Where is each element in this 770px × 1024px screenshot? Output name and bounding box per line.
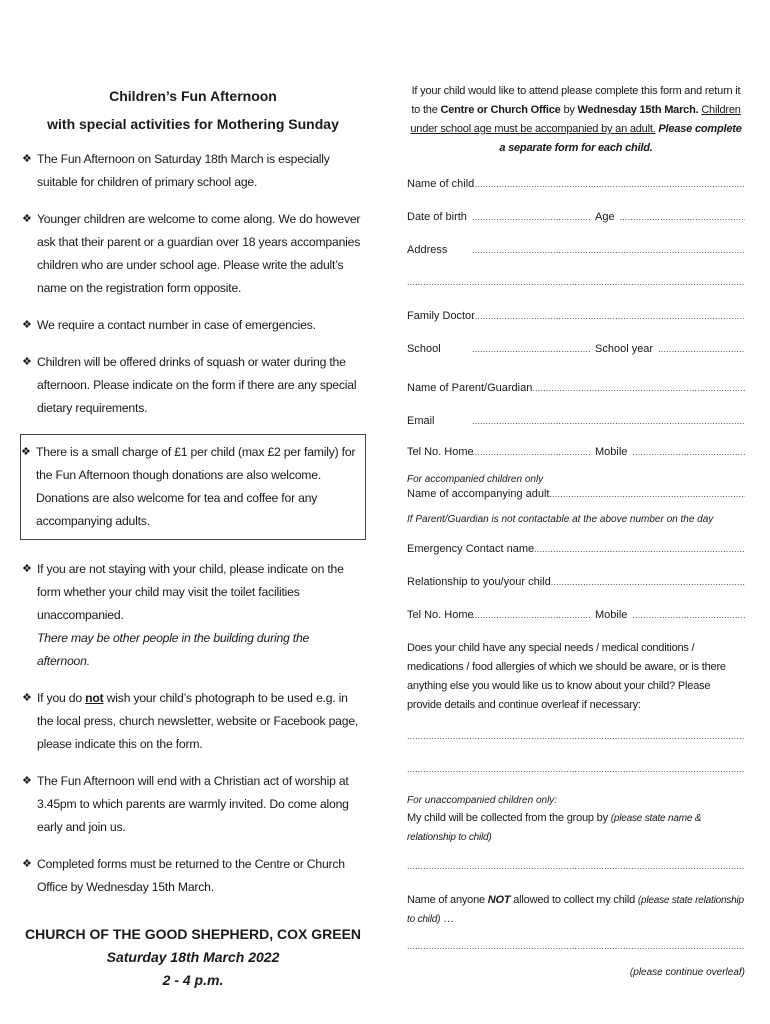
field-accompanying-adult[interactable] (407, 488, 745, 502)
not-emphasis: not (85, 691, 104, 705)
field-dots[interactable] (472, 447, 590, 457)
intro-deadline: Wednesday 15th March. (577, 104, 699, 116)
bullet-text: If you are not staying with your child, please indicate on the form whether your child may visit the toilet facilities unaccompanied. (37, 562, 344, 622)
intro-text: If your child would like to attend please complete this form and return it to the (411, 85, 741, 116)
field-address[interactable] (407, 244, 745, 258)
bullet-text: There is a small charge of £1 per child (max £2 per family) for the Fun Afternoon though donations are also welcome. Donations are also welcome for tea and coffee for any accompanying adults. (36, 445, 356, 528)
field-dots[interactable] (632, 447, 745, 457)
field-tel-home[interactable] (407, 446, 745, 460)
field-special-needs-line-1[interactable] (407, 731, 745, 745)
field-emergency-contact[interactable] (407, 543, 745, 557)
field-dots[interactable] (620, 212, 745, 222)
event-date: Saturday 18th March 2022 (106, 949, 280, 965)
special-needs-question: Does your child have any special needs / medical conditions / medications / food allergies of which we should be aware, or is there anything else you would like us to know about your child? Please provide details and continue overleaf if necessary: (407, 642, 726, 711)
form-intro (407, 82, 745, 158)
field-label: Emergency Contact name (407, 543, 535, 555)
field-label: Name of accompanying adult (407, 488, 550, 500)
field-dots[interactable] (472, 212, 590, 222)
diamond-bullet-icon: ❖ (22, 319, 32, 331)
not-contactable-label: If Parent/Guardian is not contactable at the above number on the day (407, 514, 714, 525)
not-allowed-text: Name of anyone (407, 894, 488, 906)
bullet-text: Children will be offered drinks of squash or water during the afternoon. Please indicate on the form if there are any special dietary requirements. (37, 355, 357, 415)
continue-overleaf: (please continue overleaf) (629, 967, 745, 978)
not-allowed-label (407, 891, 745, 929)
field-dots[interactable] (472, 245, 745, 255)
field-label: Email (407, 415, 435, 427)
charge-box (20, 434, 366, 540)
field-relationship[interactable] (407, 576, 745, 590)
field-dots[interactable] (532, 383, 745, 393)
bullet-text: If you do (37, 691, 86, 705)
field-label: Address (407, 244, 448, 256)
bullet-text: The Fun Afternoon will end with a Christian act of worship at 3.45pm to which parents are warmly invited. Do come along early and join us. (37, 774, 349, 834)
field-dots[interactable] (472, 416, 745, 426)
registration-form (407, 82, 745, 978)
field-dots[interactable] (472, 311, 745, 321)
intro-text: by (560, 104, 578, 116)
bullet-text: Younger children are welcome to come along. We do however ask that their parent or a guardian over 18 years accompanies children who are under school age. Please write the adult’s name on the registration form opposite. (37, 212, 361, 295)
field-dots[interactable] (534, 544, 745, 554)
diamond-bullet-icon: ❖ (22, 692, 32, 704)
intro-underlined: Children under school age must be accompanied by an adult. (410, 104, 741, 135)
diamond-bullet-icon: ❖ (22, 563, 32, 575)
diamond-bullet-icon: ❖ (22, 213, 32, 225)
info-title (22, 82, 364, 138)
field-family-doctor[interactable] (407, 310, 745, 324)
title-line-2: with special activities for Mothering Sunday (47, 116, 339, 132)
field-dots[interactable] (407, 764, 745, 774)
bullet-forms-deadline (22, 853, 364, 899)
field-label: Tel No. Home (407, 446, 474, 458)
not-allowed-ellipsis: … (440, 913, 454, 925)
field-label: School (407, 343, 441, 355)
diamond-bullet-icon: ❖ (22, 775, 32, 787)
field-email[interactable] (407, 415, 745, 429)
field-dots[interactable] (407, 941, 745, 951)
bullet-text: Completed forms must be returned to the Centre or Church Office by Wednesday 15th March. (37, 857, 345, 894)
bullet-photo (22, 687, 364, 756)
not-allowed-note: (please state relationship to child) (407, 895, 744, 925)
field-collected-by[interactable] (407, 861, 745, 875)
unaccompanied-only-label: For unaccompanied children only: (407, 795, 558, 806)
bullet-primary-age (22, 148, 364, 194)
field-address-line-2[interactable] (407, 277, 745, 291)
collected-by-note: (please state name & relationship to child) (407, 813, 702, 843)
diamond-bullet-icon: ❖ (22, 356, 32, 368)
bullet-contact-number (22, 314, 364, 337)
field-label: Age (595, 211, 615, 223)
field-dots[interactable] (549, 489, 745, 499)
diamond-bullet-icon: ❖ (22, 153, 32, 165)
intro-bold-italic: Please complete a separate form for each child. (499, 123, 742, 154)
event-time: 2 - 4 p.m. (162, 972, 224, 988)
field-dots[interactable] (407, 731, 745, 741)
field-label: Name of Parent/Guardian (407, 382, 533, 394)
bullet-charge (21, 441, 361, 533)
bullet-unaccompanied (22, 558, 364, 673)
field-parent-guardian[interactable] (407, 382, 745, 396)
field-label: Family Doctor (407, 310, 475, 322)
event-footer (22, 923, 364, 992)
field-dots[interactable] (472, 179, 745, 189)
field-name-of-child[interactable] (407, 178, 745, 192)
bullet-drinks (22, 351, 364, 420)
not-allowed-text: allowed to collect my child (510, 894, 638, 906)
field-dots[interactable] (407, 277, 745, 287)
field-label: Mobile (595, 609, 628, 621)
field-label: Relationship to you/your child (407, 576, 551, 588)
field-tel-home-2[interactable] (407, 609, 745, 623)
diamond-bullet-icon: ❖ (22, 858, 32, 870)
field-special-needs-line-2[interactable] (407, 764, 745, 778)
field-label: School year (595, 343, 654, 355)
field-label: Mobile (595, 446, 628, 458)
field-dots[interactable] (632, 610, 745, 620)
accompanied-only-label: For accompanied children only (407, 474, 544, 485)
field-date-of-birth[interactable] (407, 211, 745, 225)
bullet-worship (22, 770, 364, 839)
not-emphasis: NOT (487, 894, 511, 906)
bullet-text: The Fun Afternoon on Saturday 18th March is especially suitable for children of primary school age. (37, 152, 330, 189)
collected-by-text: My child will be collected from the group by (407, 812, 611, 824)
diamond-bullet-icon: ❖ (21, 446, 31, 458)
intro-bold: Centre or Church Office (440, 104, 561, 116)
field-dots[interactable] (407, 861, 745, 871)
collected-by-label (407, 809, 745, 847)
bullet-italic-note: There may be other people in the building during the afternoon. (37, 631, 310, 668)
church-name: CHURCH OF THE GOOD SHEPHERD, COX GREEN (24, 926, 362, 942)
field-dots[interactable] (658, 344, 745, 354)
field-dots[interactable] (472, 344, 590, 354)
field-dots[interactable] (472, 610, 590, 620)
bullet-text: We require a contact number in case of emergencies. (37, 318, 316, 332)
field-label: Tel No. Home (407, 609, 474, 621)
field-dots[interactable] (551, 577, 745, 587)
info-column (22, 82, 364, 992)
field-label: Name of child (407, 178, 475, 190)
bullet-text: wish your child’s photograph to be used e.g. in the local press, church newsletter, website or Facebook page, please indicate this on the form. (37, 691, 359, 751)
bullet-younger-children (22, 208, 364, 300)
field-school[interactable] (407, 343, 745, 357)
field-not-allowed[interactable] (407, 941, 745, 955)
field-label: Date of birth (407, 211, 467, 223)
title-line-1: Children’s Fun Afternoon (109, 88, 277, 104)
